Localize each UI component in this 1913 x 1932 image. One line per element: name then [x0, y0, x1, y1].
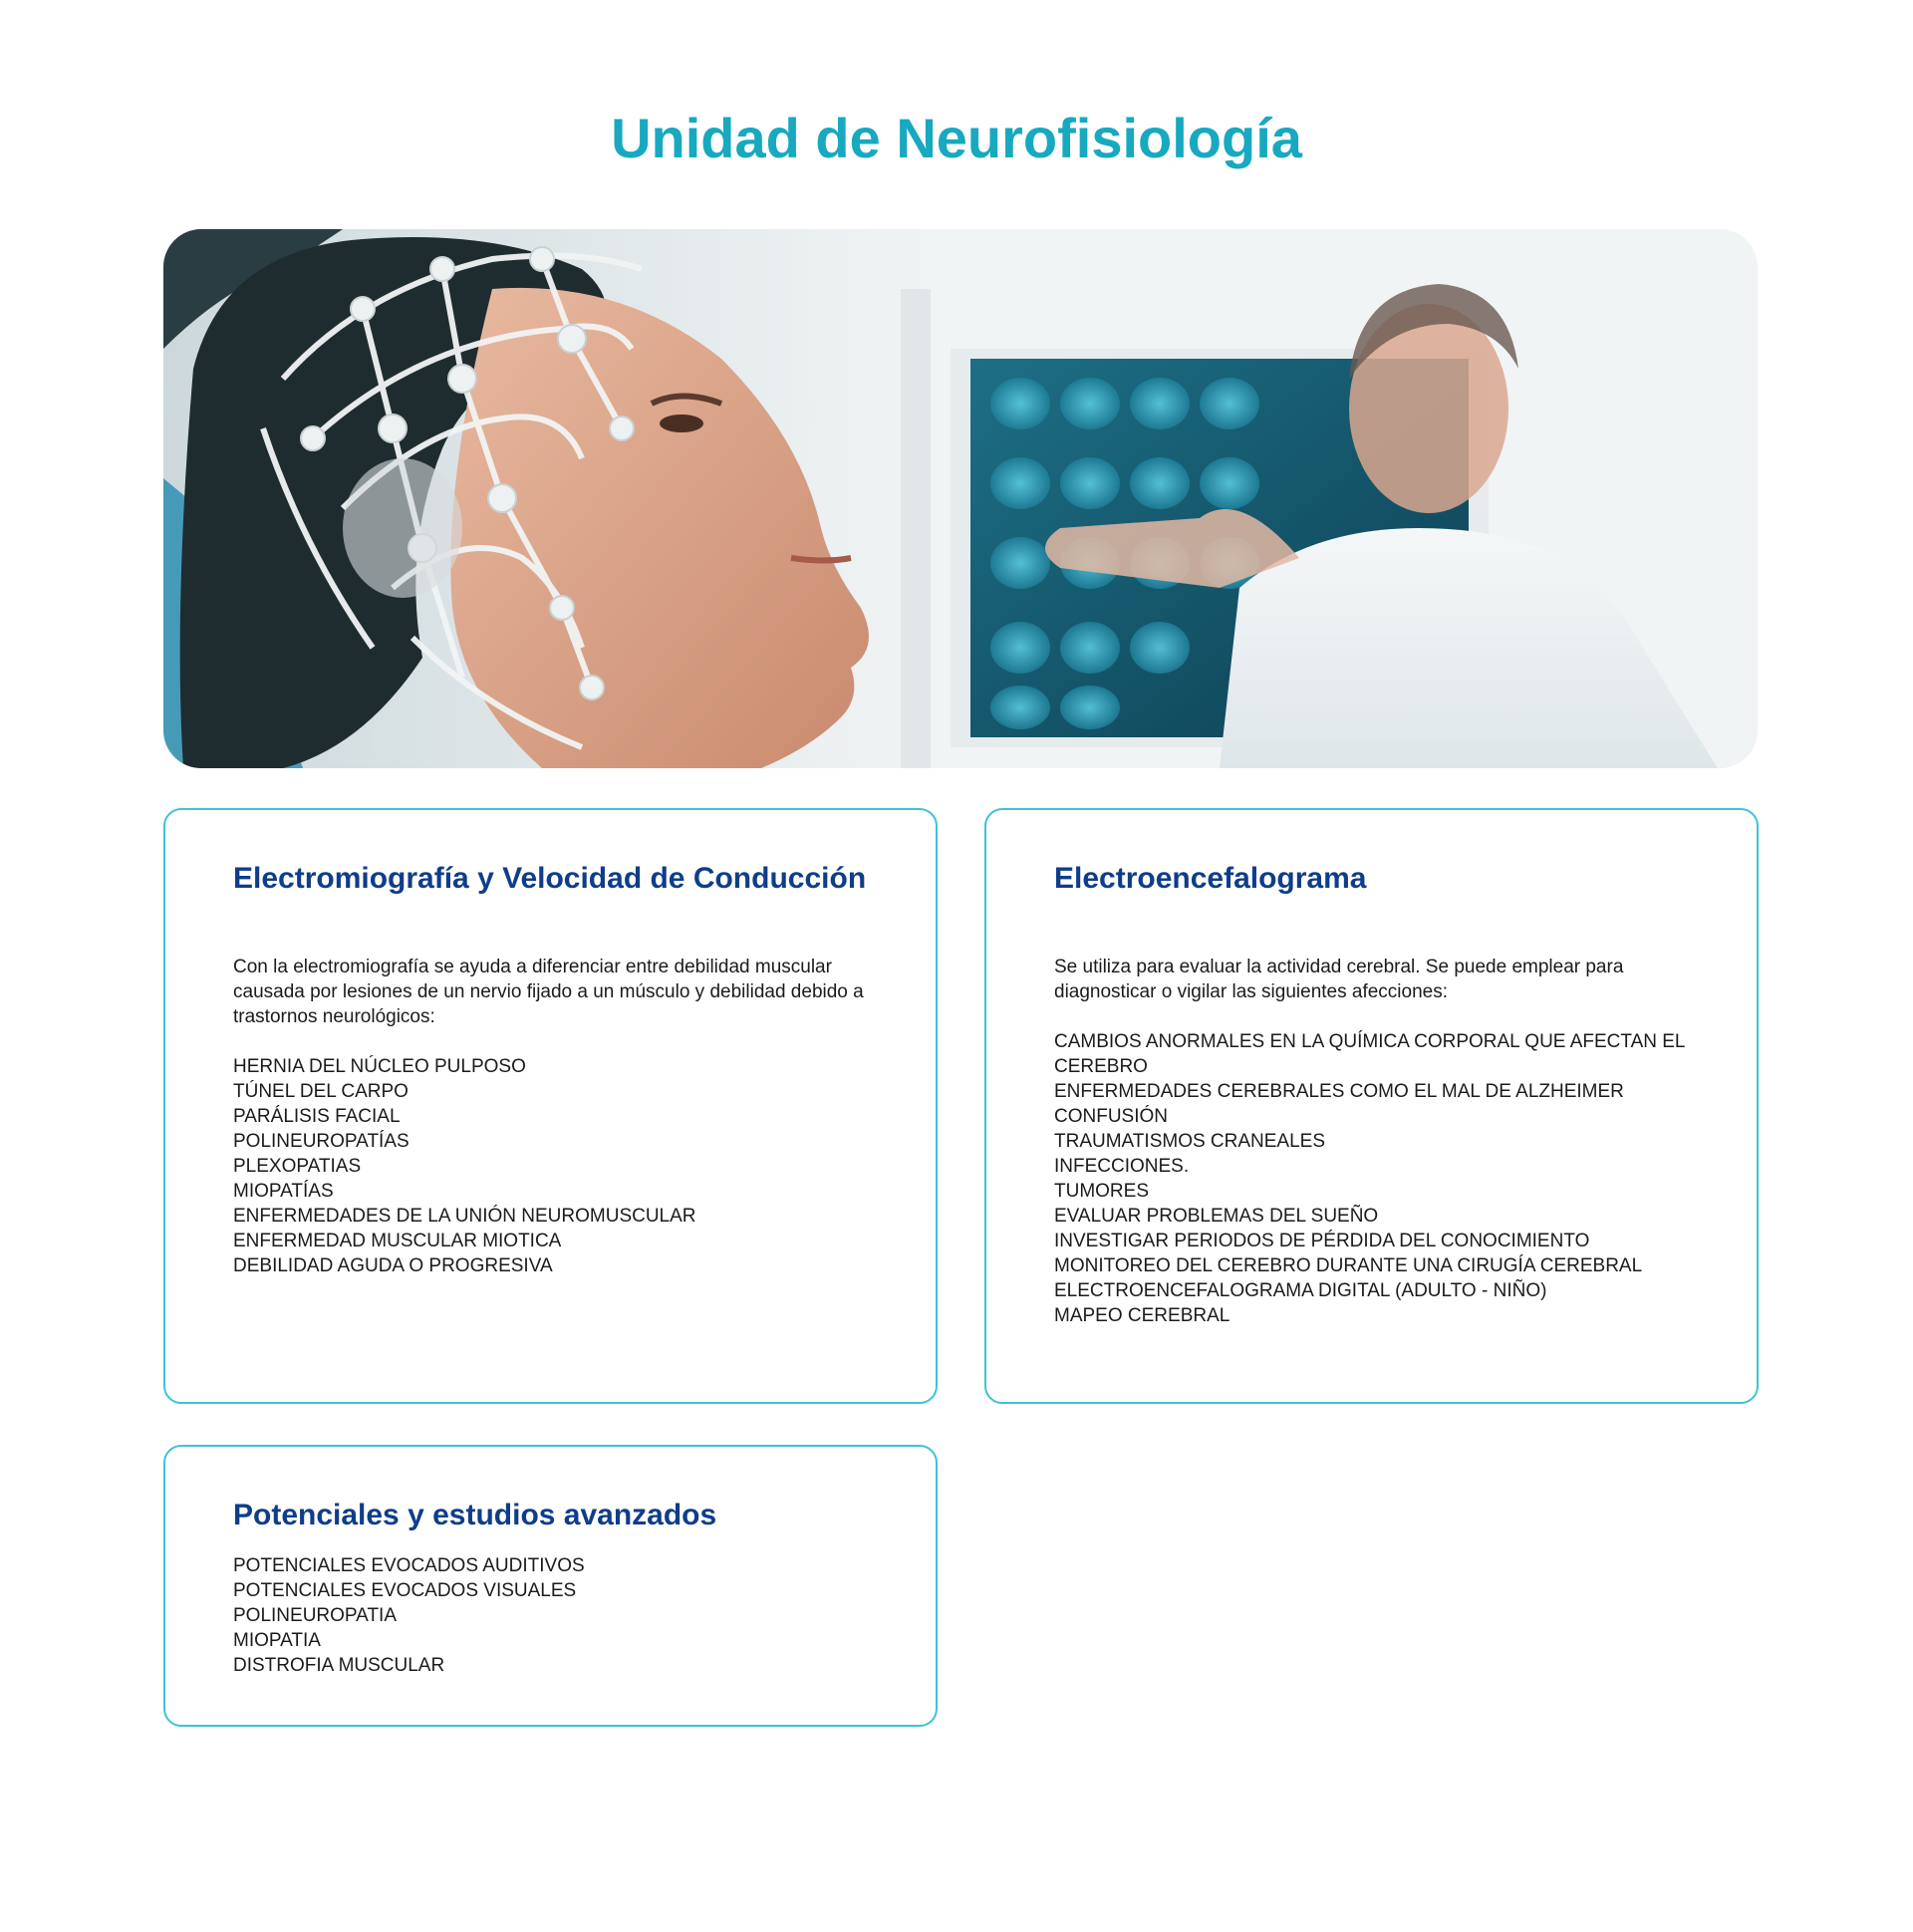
- list-item: ENFERMEDAD MUSCULAR MIOTICA: [233, 1231, 562, 1251]
- list-item: CAMBIOS ANORMALES EN LA QUÍMICA CORPORAL QUE AFECTAN EL CEREBRO: [1054, 1031, 1685, 1077]
- card-body: [1054, 955, 1712, 1328]
- card-electroencefalograma: [984, 808, 1759, 1404]
- list-item: TÚNEL DEL CARPO: [233, 1081, 409, 1102]
- list-item: ENFERMEDADES CEREBRALES COMO EL MAL DE ALZHEIMER: [1054, 1081, 1624, 1102]
- card-body: [233, 1553, 891, 1678]
- list-item: PLEXOPATIAS: [233, 1156, 362, 1177]
- list-item: DISTROFIA MUSCULAR: [233, 1655, 445, 1676]
- hero-image: [163, 229, 1758, 768]
- card-electromiografia: [163, 808, 938, 1404]
- list-item: POTENCIALES EVOCADOS VISUALES: [233, 1580, 577, 1601]
- list-item: TRAUMATISMOS CRANEALES: [1054, 1131, 1326, 1152]
- condition-list: [233, 1054, 891, 1278]
- card-intro: Con la electromiografía se ayuda a diferenciar entre debilidad muscular causada por lesiones de un nervio fijado a un músculo y debilidad debido a trastornos neurológicos:: [233, 957, 864, 1027]
- condition-list: [1054, 1029, 1712, 1328]
- card-body: [233, 955, 891, 1278]
- list-item: PARÁLISIS FACIAL: [233, 1106, 401, 1127]
- list-item: DEBILIDAD AGUDA O PROGRESIVA: [233, 1255, 553, 1276]
- eeg-patient-and-doctor-photo: [163, 229, 1758, 768]
- list-item: MIOPATIA: [233, 1630, 321, 1651]
- list-item: MONITOREO DEL CEREBRO DURANTE UNA CIRUGÍA CEREBRAL: [1054, 1255, 1643, 1276]
- list-item: HERNIA DEL NÚCLEO PULPOSO: [233, 1056, 526, 1077]
- study-list: [233, 1553, 891, 1678]
- card-title: Electroencefalograma: [1054, 862, 1367, 895]
- list-item: MAPEO CEREBRAL: [1054, 1305, 1230, 1326]
- card-title: Potenciales y estudios avanzados: [233, 1499, 717, 1531]
- list-item: POLINEUROPATÍAS: [233, 1131, 410, 1152]
- list-item: TUMORES: [1054, 1181, 1149, 1202]
- list-item: INFECCIONES.: [1054, 1156, 1190, 1177]
- card-title: Electromiografía y Velocidad de Conducción: [233, 862, 867, 895]
- card-potenciales: [163, 1445, 938, 1727]
- list-item: POLINEUROPATIA: [233, 1605, 397, 1626]
- page-title: Unidad de Neurofisiología: [611, 107, 1302, 169]
- list-item: EVALUAR PROBLEMAS DEL SUEÑO: [1054, 1206, 1379, 1227]
- list-item: ELECTROENCEFALOGRAMA DIGITAL (ADULTO - NIÑO): [1054, 1280, 1547, 1301]
- list-item: INVESTIGAR PERIODOS DE PÉRDIDA DEL CONOCIMIENTO: [1054, 1231, 1590, 1251]
- list-item: POTENCIALES EVOCADOS AUDITIVOS: [233, 1555, 585, 1576]
- list-item: MIOPATÍAS: [233, 1181, 334, 1202]
- card-intro: Se utiliza para evaluar la actividad cerebral. Se puede emplear para diagnosticar o vigilar las siguientes afecciones:: [1054, 957, 1624, 1002]
- list-item: ENFERMEDADES DE LA UNIÓN NEUROMUSCULAR: [233, 1206, 696, 1227]
- list-item: CONFUSIÓN: [1054, 1106, 1168, 1127]
